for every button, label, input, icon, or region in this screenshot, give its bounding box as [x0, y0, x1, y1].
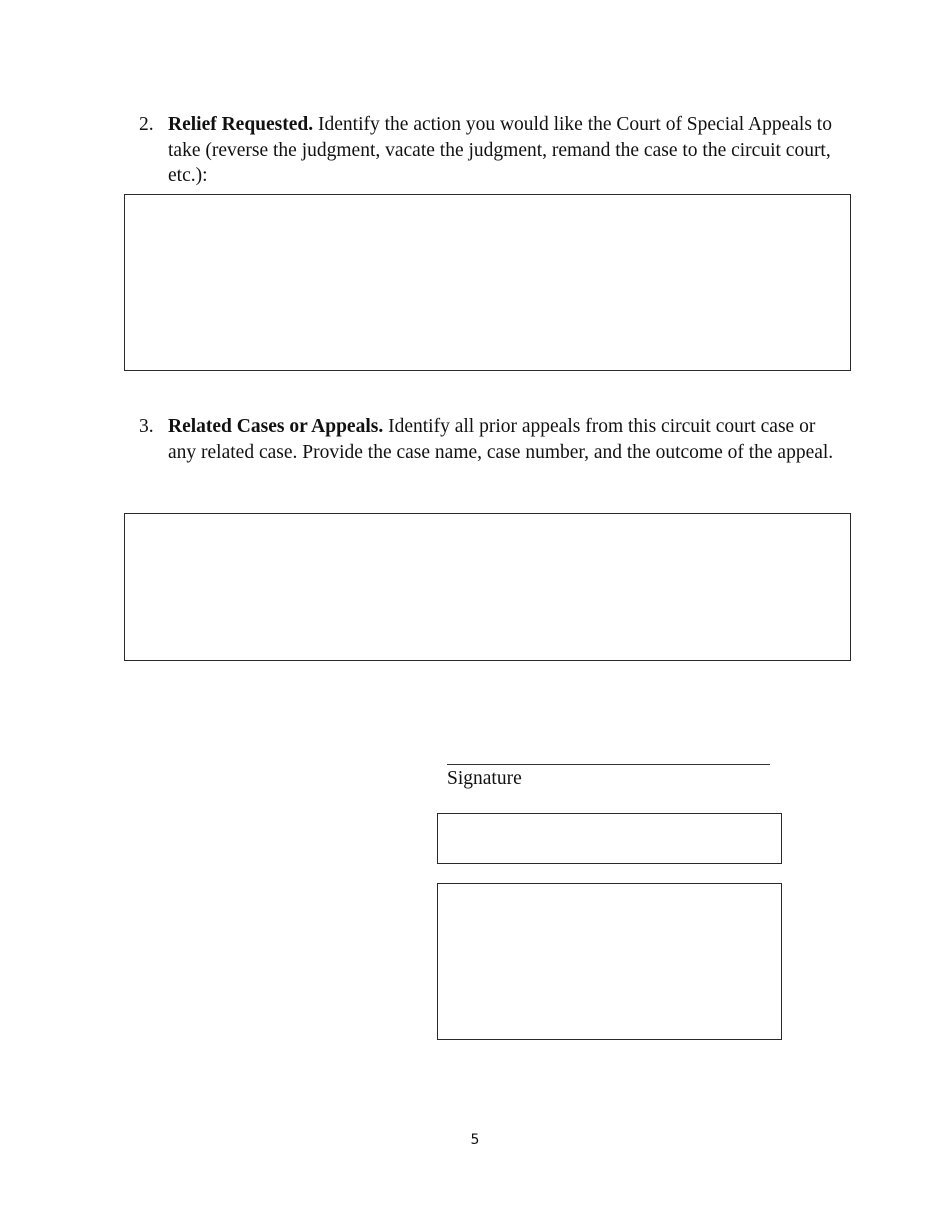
relief-requested-item [139, 112, 839, 189]
item-number: 2. [139, 114, 154, 135]
address-field[interactable] [437, 883, 782, 1040]
relief-requested-text [168, 112, 839, 189]
item-number: 3. [139, 416, 154, 437]
page-number: 5 [470, 1132, 480, 1148]
related-cases-field[interactable] [124, 513, 851, 661]
relief-requested-instructions: Identify the action you would like the Court of Special Appeals to take (reverse the judgment, vacate the judgment, remand the case to the circuit court, etc.): [168, 114, 832, 186]
name-field[interactable] [437, 813, 782, 864]
relief-requested-heading: Relief Requested. [168, 114, 314, 135]
related-cases-text [168, 414, 839, 465]
related-cases-heading: Related Cases or Appeals. [168, 416, 384, 437]
related-cases-item [139, 414, 839, 465]
relief-requested-field[interactable] [124, 194, 851, 371]
related-cases-instructions: Identify all prior appeals from this circuit court case or any related case. Provide the case name, case number, and the outcome of the appeal. [168, 416, 834, 463]
signature-line[interactable] [447, 764, 770, 765]
signature-label: Signature [447, 768, 522, 789]
